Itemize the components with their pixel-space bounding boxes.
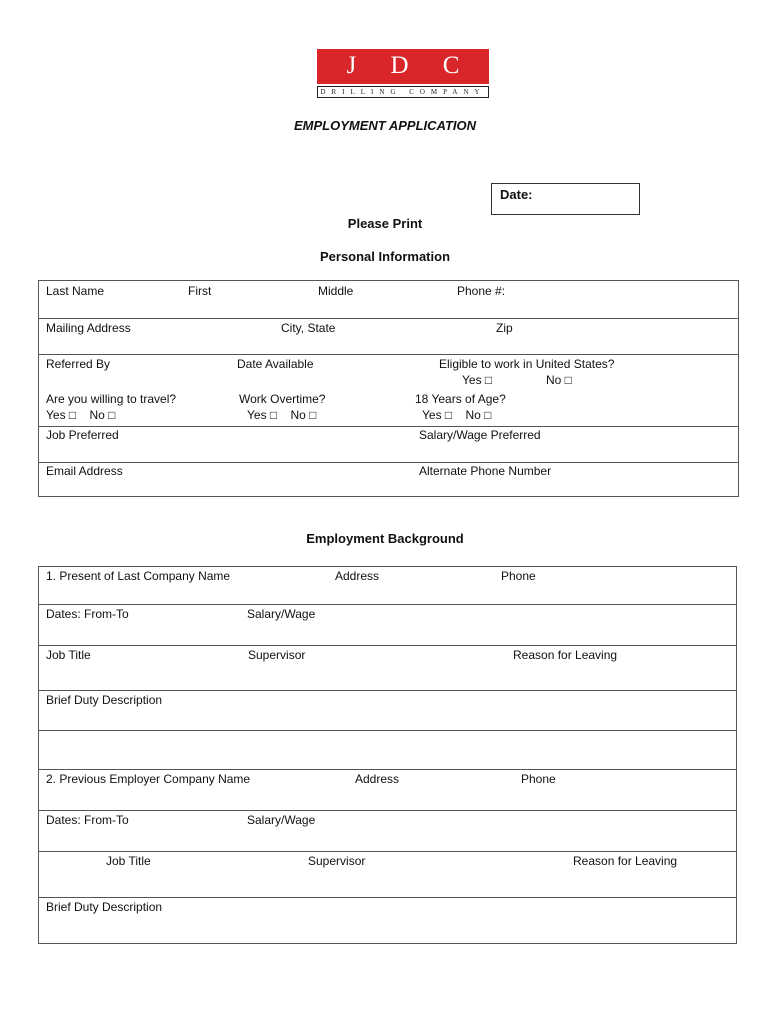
eligible-yes-checkbox[interactable]: Yes □ [462,373,493,387]
row-divider [39,426,738,427]
logo-letters: J D C [346,52,474,79]
row-divider [39,690,736,691]
row-divider [39,604,736,605]
email-address-field[interactable]: Email Address [46,464,123,478]
eligible-no-checkbox[interactable]: No □ [546,373,572,387]
logo-red-block [317,49,489,84]
phone-field[interactable]: Phone #: [457,284,506,298]
employment-background-heading: Employment Background [306,531,464,546]
salary-preferred-field[interactable]: Salary/Wage Preferred [419,428,541,442]
previous-company-field[interactable]: 2. Previous Employer Company Name [46,772,251,786]
employment-background-table [38,566,737,944]
alternate-phone-field[interactable]: Alternate Phone Number [419,464,552,478]
previous-supervisor-field[interactable]: Supervisor [308,854,366,868]
personal-information-table [38,280,739,497]
personal-information-heading: Personal Information [319,249,451,264]
previous-phone-field[interactable]: Phone [521,772,556,786]
row-divider [39,354,738,355]
last-name-field[interactable]: Last Name [46,284,105,298]
company-logo [317,49,489,99]
first-name-field[interactable]: First [188,284,212,298]
present-dates-field[interactable]: Dates: From-To [46,607,129,621]
present-company-field[interactable]: 1. Present of Last Company Name [46,569,231,583]
row-divider [39,769,736,770]
previous-address-field[interactable]: Address [355,772,400,786]
previous-salary-field[interactable]: Salary/Wage [247,813,316,827]
row-divider [39,897,736,898]
present-job-title-field[interactable]: Job Title [46,648,91,662]
job-preferred-field[interactable]: Job Preferred [46,428,119,442]
row-divider [39,851,736,852]
please-print-heading: Please Print [347,216,423,231]
row-divider [39,730,736,731]
present-phone-field[interactable]: Phone [501,569,536,583]
page-title: EMPLOYMENT APPLICATION [294,118,476,133]
logo-band [317,86,489,98]
present-supervisor-field[interactable]: Supervisor [248,648,306,662]
overtime-checkboxes[interactable]: Yes □ No □ [247,408,317,422]
mailing-address-field[interactable]: Mailing Address [46,321,131,335]
date-field[interactable] [491,183,640,215]
zip-field[interactable]: Zip [496,321,513,335]
previous-duty-description-field[interactable]: Brief Duty Description [46,900,163,914]
eligible-label: Eligible to work in United States? [439,357,615,371]
row-divider [39,645,736,646]
present-salary-field[interactable]: Salary/Wage [247,607,316,621]
travel-label: Are you willing to travel? [46,392,177,406]
date-label: Date: [500,187,533,202]
overtime-label: Work Overtime? [239,392,326,406]
previous-dates-field[interactable]: Dates: From-To [46,813,129,827]
travel-checkboxes[interactable]: Yes □ No □ [46,408,116,422]
middle-name-field[interactable]: Middle [318,284,354,298]
age-label: 18 Years of Age? [415,392,506,406]
present-reason-field[interactable]: Reason for Leaving [513,648,618,662]
logo-company-name: DRILLING COMPANY [320,88,486,96]
age-checkboxes[interactable]: Yes □ No □ [422,408,492,422]
row-divider [39,810,736,811]
present-address-field[interactable]: Address [335,569,380,583]
row-divider [39,462,738,463]
row-divider [39,318,738,319]
date-available-field[interactable]: Date Available [237,357,314,371]
previous-reason-field[interactable]: Reason for Leaving [573,854,678,868]
city-state-field[interactable]: City, State [281,321,336,335]
present-duty-description-field[interactable]: Brief Duty Description [46,693,163,707]
referred-by-field[interactable]: Referred By [46,357,111,371]
previous-job-title-field[interactable]: Job Title [106,854,151,868]
